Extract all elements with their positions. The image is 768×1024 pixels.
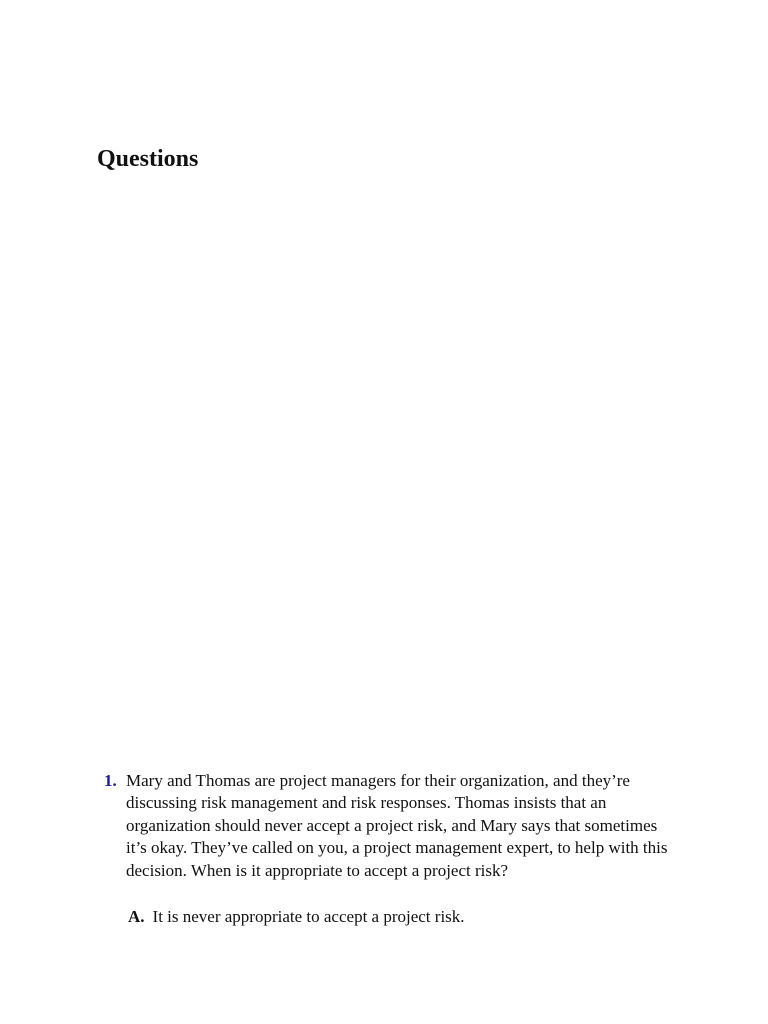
section-heading: Questions: [97, 146, 199, 172]
question-number: 1.: [104, 771, 117, 790]
option-letter: A.: [128, 907, 145, 926]
answer-option-a: [128, 906, 465, 928]
option-text: It is never appropriate to accept a project risk.: [152, 907, 465, 926]
question-text: Mary and Thomas are project managers for their organization, and they’re discussing risk management and risk responses. Thomas insists that an organization should never accept a project risk, and Mary says that sometimes it’s okay. They’ve called on you, a project management expert, to help with this decision. When is it appropriate to accept a project risk?: [126, 771, 668, 880]
